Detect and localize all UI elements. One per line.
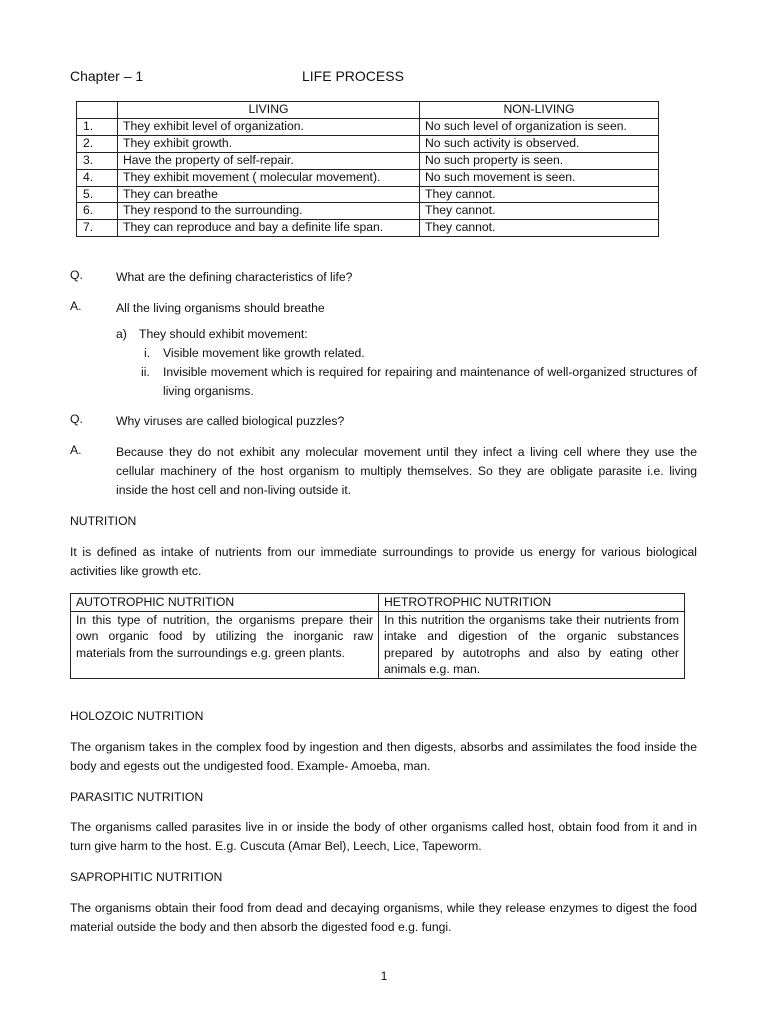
table-header-cell: AUTOTROPHIC NUTRITION (71, 594, 379, 612)
section-paragraph: The organisms called parasites live in or inside the body of other organisms called host, obtain food from it and in turn give harm to the host. E.g. Cuscuta (Amar Bel), Leech, Lice, Tapeworm. (70, 820, 697, 853)
table-cell: 5. (77, 186, 118, 203)
table-cell: They can reproduce and bay a definite life span. (118, 220, 420, 237)
table-header-cell: LIVING (118, 102, 420, 119)
table-header-row (71, 594, 685, 612)
question-text: Why viruses are called biological puzzles? (116, 414, 345, 428)
table-header-cell: HETROTROPHIC NUTRITION (379, 594, 685, 612)
question-label: Q. (70, 268, 83, 282)
section-paragraph: It is defined as intake of nutrients from our immediate surroundings to provide us energy for various biological activities like growth etc. (70, 545, 697, 578)
nutrition-types-table (70, 593, 685, 679)
question-text: What are the defining characteristics of life? (116, 270, 353, 284)
section-heading: NUTRITION (70, 514, 137, 528)
section-paragraph: The organism takes in the complex food by ingestion and then digests, absorbs and assimilates the food inside the body and egests out the undigested food. Example- Amoeba, man. (70, 740, 697, 773)
roman-item-marker: ii. (141, 365, 150, 379)
table-row (77, 135, 659, 152)
roman-item-text: Invisible movement which is required for repairing and maintenance of well-organized structures of living organisms. (163, 365, 697, 398)
table-row (77, 186, 659, 203)
table-cell: They exhibit level of organization. (118, 118, 420, 135)
table-header-row (77, 102, 659, 119)
answer-label: A. (70, 299, 82, 313)
table-cell: In this type of nutrition, the organisms prepare their own organic food by utilizing the inorganic raw materials from the surroundings e.g. green plants. (71, 611, 379, 678)
table-header-cell (77, 102, 118, 119)
living-nonliving-table (76, 101, 659, 237)
table-cell: They cannot. (420, 186, 659, 203)
table-cell: 3. (77, 152, 118, 169)
table-header-cell: NON-LIVING (420, 102, 659, 119)
table-row (77, 169, 659, 186)
table-row (77, 152, 659, 169)
question-label: Q. (70, 412, 83, 426)
table-cell: They respond to the surrounding. (118, 203, 420, 220)
table-cell: 7. (77, 220, 118, 237)
table-cell: They exhibit growth. (118, 135, 420, 152)
table-cell: 2. (77, 135, 118, 152)
answer-text: All the living organisms should breathe (116, 301, 325, 315)
section-heading: HOLOZOIC NUTRITION (70, 709, 204, 723)
table-row (71, 611, 685, 678)
section-paragraph: The organisms obtain their food from dead and decaying organisms, while they release enzymes to digest the food material outside the body and then absorb the digested food e.g. fungi. (70, 901, 697, 934)
answer-text: Because they do not exhibit any molecular movement until they infect a living cell where they use the cellular machinery of the host organism to multiply themselves. So they are obligate parasite i.e. living inside the host cell and non-living outside it. (116, 445, 697, 497)
table-row (77, 118, 659, 135)
table-cell: No such level of organization is seen. (420, 118, 659, 135)
page-title: LIFE PROCESS (302, 68, 404, 84)
chapter-label: Chapter – 1 (70, 68, 144, 84)
table-cell: 6. (77, 203, 118, 220)
table-cell: In this nutrition the organisms take their nutrients from intake and digestion of the organic substances prepared by autotrophs and also by eating other animals e.g. man. (379, 611, 685, 678)
table-row (77, 203, 659, 220)
table-cell: No such movement is seen. (420, 169, 659, 186)
sub-item-marker: a) (116, 327, 127, 341)
table-cell: 4. (77, 169, 118, 186)
table-cell: Have the property of self-repair. (118, 152, 420, 169)
section-heading: PARASITIC NUTRITION (70, 790, 204, 804)
table-cell: 1. (77, 118, 118, 135)
table-cell: They exhibit movement ( molecular movement). (118, 169, 420, 186)
section-heading: SAPROPHITIC NUTRITION (70, 870, 223, 884)
roman-item-marker: i. (144, 346, 151, 360)
answer-label: A. (70, 443, 82, 457)
table-cell: They cannot. (420, 203, 659, 220)
table-cell: They cannot. (420, 220, 659, 237)
roman-item-text: Visible movement like growth related. (163, 346, 365, 360)
page-number: 1 (380, 969, 388, 983)
table-cell: No such activity is observed. (420, 135, 659, 152)
table-cell: They can breathe (118, 186, 420, 203)
sub-item-text: They should exhibit movement: (139, 327, 308, 341)
table-row (77, 220, 659, 237)
table-cell: No such property is seen. (420, 152, 659, 169)
